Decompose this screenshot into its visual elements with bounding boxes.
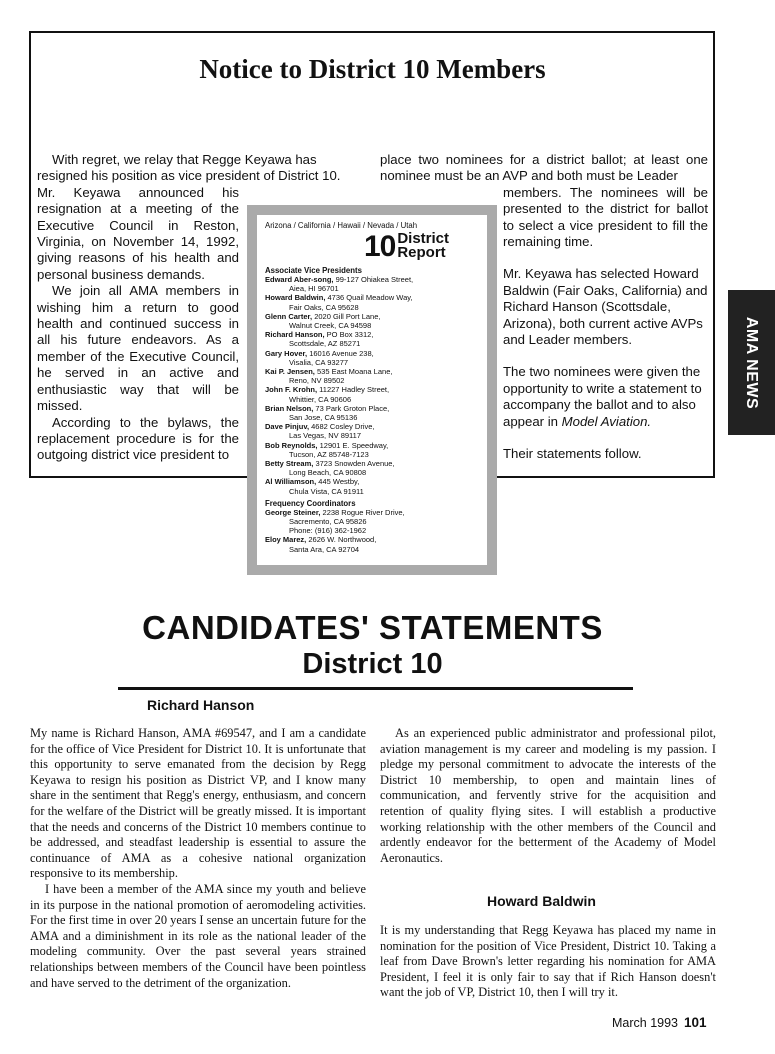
report-entry — [265, 422, 479, 440]
entry-street: 535 East Moana Lane, — [314, 367, 393, 377]
notice-paragraph: Mr. Keyawa announced his resignation at a meeting of the Executive Council in Reston, Virginia, on November 14, 1992, giving reasons of his health and personal business demands. — [37, 184, 239, 282]
report-header — [265, 230, 479, 263]
candidates-title: CANDIDATES' STATEMENTS — [142, 609, 603, 646]
entry-city: Whittier, CA 90606 — [289, 394, 352, 404]
page-number: 101 — [684, 1015, 707, 1030]
notice-paragraph: According to the bylaws, the replacement procedure is for the outgoing district vice president to — [37, 414, 239, 463]
entry-line — [265, 477, 479, 486]
report-word-stack — [395, 232, 449, 260]
entry-street: 99-127 Ohiakea Street, — [333, 275, 414, 284]
statement-paragraph: I have been a member of the AMA since my youth and believe in its purpose in the national promotion of aeromodeling activities. For the first time in over 20 years I sense an uncertain future for the AMA and a diminishment in its role as the national leader of the modeling community. Over the past several years strained relationships between members of the Council have been pointless and have served to the detriment of the organization. — [30, 881, 366, 990]
avp-list — [265, 275, 479, 496]
report-word-report: Report — [397, 244, 446, 261]
candidate-name-baldwin: Howard Baldwin — [487, 893, 596, 909]
report-entry — [265, 330, 479, 348]
ama-news-tab — [728, 290, 775, 435]
report-entry — [265, 349, 479, 367]
entry-street: 2626 W. Northwood, — [306, 535, 377, 545]
report-entry — [265, 404, 479, 422]
notice-text: The two nominees were given the opportunity to write a statement to accompany the ballot and to also appear in — [503, 364, 702, 429]
report-number: 10 — [363, 230, 396, 263]
freq-heading: Frequency Coordinators — [265, 498, 356, 508]
entry-city: Phone: (916) 362-1962 — [289, 526, 367, 536]
entry-street: 73 Park Groton Place, — [313, 403, 390, 413]
entry-name: Gary Hover, — [265, 348, 308, 358]
notice-paragraph: With regret, we relay that Regge Keyawa has resigned his position as vice president of District 10. — [37, 152, 341, 184]
entry-city: Las Vegas, NV 89117 — [289, 431, 361, 441]
right-statement-column — [380, 726, 716, 866]
report-entry — [265, 275, 479, 293]
entry-name: Kai P. Jensen, — [265, 367, 315, 377]
ama-news-label: AMA NEWS — [743, 316, 761, 409]
entry-name: Al Williamson, — [265, 477, 317, 487]
entry-name: John F. Krohn, — [265, 385, 318, 395]
report-entry — [265, 293, 479, 311]
entry-street: 445 Westby, — [316, 477, 360, 487]
entry-line — [265, 404, 479, 413]
entry-line — [265, 312, 479, 321]
entry-line — [265, 535, 479, 544]
report-entry — [265, 385, 479, 403]
entry-name: Bob Reynolds, — [265, 440, 318, 450]
entry-city: Long Beach, CA 90808 — [289, 468, 367, 478]
entry-name: Howard Baldwin, — [265, 293, 326, 303]
notice-paragraph: Their statements follow. — [503, 446, 642, 462]
entry-city: Aiea, HI 96701 — [289, 284, 339, 294]
section-rule — [118, 687, 633, 690]
entry-name: Brian Nelson, — [265, 403, 314, 413]
report-entry — [265, 535, 479, 553]
entry-street: 3723 Snowden Avenue, — [313, 459, 395, 469]
candidates-subtitle: District 10 — [302, 648, 443, 680]
entry-name: Glenn Carter, — [265, 311, 313, 321]
entry-name: Dave Pinjuv, — [265, 422, 310, 432]
candidate-name-hanson: Richard Hanson — [147, 697, 255, 713]
district-report-box — [247, 205, 497, 575]
freq-list — [265, 508, 479, 554]
entry-street: 11227 Hadley Street, — [317, 385, 390, 395]
notice-paragraph: We join all AMA members in wishing him a return to good health and continued success in all his future endeavors. As a member of the Executive Council, he served in an active and enthusiastic way that will be missed. — [37, 283, 239, 414]
entry-line — [265, 459, 479, 468]
entry-street: 12901 E. Speedway, — [317, 440, 389, 450]
district-report-panel — [257, 215, 487, 565]
report-entry — [265, 508, 479, 536]
entry-street: 4736 Quail Meadow Way, — [325, 293, 413, 303]
entry-city: San Jose, CA 95136 — [289, 413, 358, 423]
statement-paragraph: As an experienced public administrator and professional pilot, aviation management is my career and modeling is my passion. I pledge my personal commitment to advocate the interests of the District 10 membership, to open and maintain lines of communication, and fervently strive for the acquisition and retention of quality flying sites. I will establish a productive working relationship with the other members of the Council and ardently endeavor for the betterment of the Academy of Model Aeronautics. — [380, 726, 716, 865]
entry-line — [265, 330, 479, 339]
entry-street: 2238 Rogue River Drive, — [320, 507, 405, 517]
entry-city: Reno, NV 89502 — [289, 376, 345, 386]
baldwin-column — [380, 923, 716, 1001]
entry-line — [265, 385, 479, 394]
report-entry — [265, 477, 479, 495]
entry-line — [265, 367, 479, 376]
entry-name: George Steiner, — [265, 507, 321, 517]
entry-line — [265, 349, 479, 358]
entry-line — [265, 441, 479, 450]
report-entry — [265, 312, 479, 330]
hanson-column — [30, 726, 366, 991]
page-footer — [612, 1015, 707, 1030]
notice-paragraph: Mr. Keyawa has selected Howard Baldwin (Fair Oaks, California) and Richard Hanson (Scottsdale, Arizona), both current active AVPs and Leader members. — [503, 266, 708, 348]
notice-paragraph: place two nominees for a district ballot; at least one nominee must be an AVP and both must be Leader — [380, 152, 708, 184]
report-entry — [265, 441, 479, 459]
statement-paragraph: My name is Richard Hanson, AMA #69547, and I am a candidate for the office of Vice President for District 10. It is unfortunate that this opportunity to serve emanated from the decision by Regg Keyawa to resign his position as District VP, and I know many share in the sentiment that Regg's energy, enthusiasm, and concern for the welfare of the District will be greatly missed. It is important that the needs and concerns of the District 10 members continue to be addressed, and steadfast leadership is essential to assure the continuance of AMA as a cohesive national organization responsive to its membership. — [30, 726, 366, 881]
entry-city: Sacremento, CA 95826 — [289, 517, 367, 527]
report-entry — [265, 459, 479, 477]
entry-street: PO Box 3312, — [324, 330, 374, 340]
report-word-district: District — [397, 230, 449, 247]
entry-line — [265, 293, 479, 302]
entry-city: Walnut Creek, CA 94598 — [289, 321, 372, 331]
issue-date: March 1993 — [612, 1016, 679, 1030]
entry-name: Edward Aber-song, — [265, 275, 334, 284]
report-entry — [265, 367, 479, 385]
entry-name: Richard Hanson, — [265, 330, 325, 340]
entry-line — [265, 422, 479, 431]
avp-heading: Associate Vice Presidents — [265, 266, 362, 275]
magazine-title: Model Aviation. — [561, 413, 652, 429]
notice-title: Notice to District 10 Members — [199, 54, 546, 84]
entry-street: 4682 Cosley Drive, — [309, 422, 375, 432]
notice-paragraph — [503, 364, 708, 430]
entry-city: Visalia, CA 93277 — [289, 357, 349, 367]
entry-line — [265, 508, 479, 517]
entry-city: Tucson, AZ 85748-7123 — [289, 449, 369, 459]
entry-city: Santa Ara, CA 92704 — [289, 544, 360, 554]
report-states: Arizona / California / Hawaii / Nevada / Utah — [265, 221, 418, 230]
entry-city: Scottsdale, AZ 85271 — [289, 339, 361, 349]
entry-name: Eloy Marez, — [265, 535, 307, 545]
entry-street: 16016 Avenue 238, — [307, 348, 374, 358]
statement-paragraph: It is my understanding that Regg Keyawa has placed my name in nomination for the position of Vice President, District 10. Taking a leaf from Dave Brown's letter regarding his nomination for AMA President, I feel it is only fair to say that if Rich Hanson doesn't want the job of VP, District 10, then I will try it. — [380, 923, 716, 1000]
entry-line — [265, 275, 479, 284]
entry-city: Chula Vista, CA 91911 — [289, 486, 364, 496]
entry-city: Fair Oaks, CA 95628 — [289, 302, 359, 312]
notice-paragraph: members. The nominees will be presented to the district for ballot to select a vice president to fill the remaining time. — [503, 184, 708, 250]
entry-name: Betty Stream, — [265, 459, 314, 469]
entry-street: 2020 Gill Port Lane, — [312, 311, 381, 321]
